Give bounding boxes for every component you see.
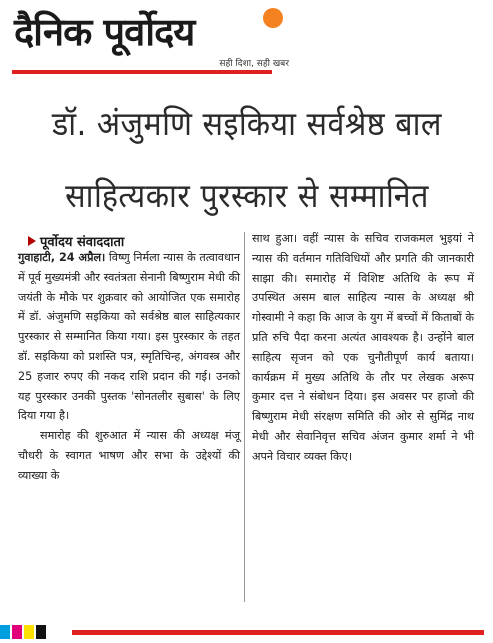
byline: पूर्वोदय संवाददाता [40,235,125,250]
masthead-tagline: सही दिशा, सही खबर [219,59,289,69]
print-registration-colorbar [0,625,60,639]
masthead [8,6,293,76]
headline-line-2: साहित्यकार पुरस्कार से सम्मानित [65,176,429,215]
article-column-right [252,229,474,467]
article-text: विष्णु निर्मला न्यास के तत्वावधान में पूर्व मुख्यमंत्री और स्वतंत्रता सेनानी बिष्णुराम मेधी की जयंती के मौके पर शुक्रवार को आयोजित एक समारोह में डॉ. अंजुमणि सइकिया को सर्वश्रेष्ठ बाल साहित्यकार पुरस्कार से सम्मानित किया गया। इस पुरस्कार के तहत डॉ. सइकिया को प्रशस्ति पत्र, स्मृतिचिन्ह, अंगवस्त्र और 25 हजार रुपए की नकद राशि प्रदान की गई। उनको यह पुरस्कार उनकी पुस्तक 'सोनतलीर सुबास' के लिए दिया गया है। [18,251,240,423]
masthead-title: दैनिक पूर्वोदय [14,10,195,54]
black-swatch [36,625,46,639]
yellow-swatch [24,625,34,639]
article-paragraph [18,248,240,426]
article-column-left [18,248,240,486]
sun-logo-icon [263,8,283,28]
magenta-swatch [12,625,22,639]
headline [8,88,486,232]
bottom-red-rule [72,630,484,635]
article-paragraph: साथ हुआ। वहीं न्यास के सचिव राजकमल भुइयां ने न्यास की वर्तमान गतिविधियों और प्रगति की जानकारी साझा की। समारोह में विशिष्ट अतिथि के रूप में उपस्थित असम बाल साहित्य न्यास के अध्यक्ष श्री गोस्वामी ने कहा कि आज के युग में बच्चों में किताबों के प्रति रुचि पैदा करना अत्यंत आवश्यक है। उन्होंने बाल साहित्य सृजन को एक चुनौतीपूर्ण कार्य बताया। कार्यक्रम में मुख्य अतिथि के तौर पर लेखक अरूप कुमार दत्त ने संबोधन दिया। इस अवसर पर हाजो की बिष्णुराम मेधी संरक्षण समिति की ओर से सुमिंद्र नाथ मेधी और सेवानिवृत्त सचिव अंजन कुमार शर्मा ने भी अपने विचार व्यक्त किए। [252,232,474,463]
column-divider [244,232,245,602]
article-paragraph: समारोह की शुरुआत में न्यास की अध्यक्ष मंजू चौधरी के स्वागत भाषण और सभा के उद्देश्यों की व्याख्या के [18,429,240,482]
cyan-swatch [0,625,10,639]
dateline: गुवाहाटी, 24 अप्रैल। [18,251,106,264]
byline-arrow-icon [28,236,36,246]
headline-line-1: डॉ. अंजुमणि सइकिया सर्वश्रेष्ठ बाल [52,104,442,143]
masthead-red-rule [12,70,272,74]
